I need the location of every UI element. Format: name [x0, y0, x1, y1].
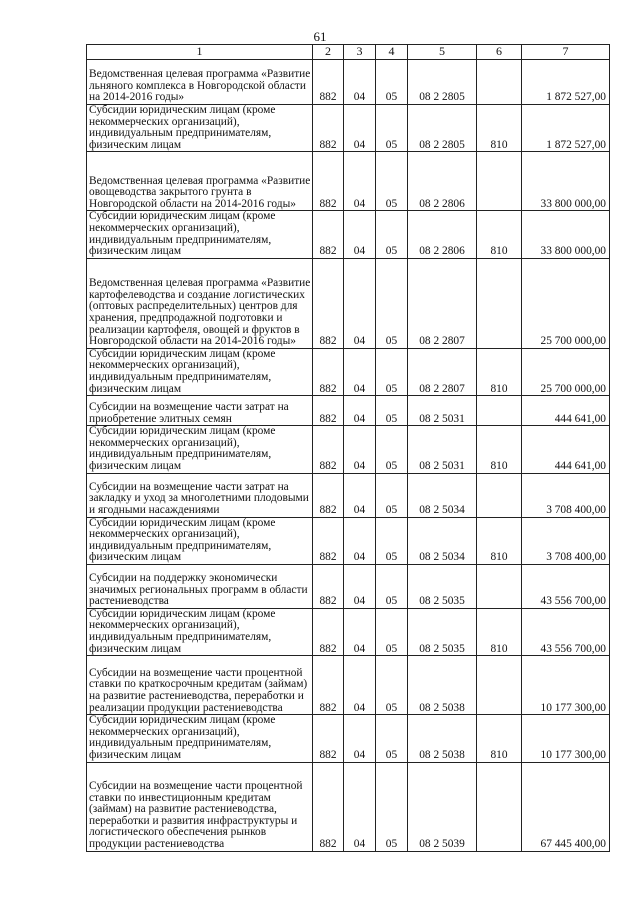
expense-type-code — [477, 152, 522, 211]
section-code: 04 — [344, 564, 376, 608]
expense-type-code — [477, 656, 522, 715]
ministry-code: 882 — [313, 60, 344, 105]
target-article-code: 08 2 5035 — [408, 608, 477, 655]
subsection-code: 05 — [376, 348, 408, 395]
ministry-code: 882 — [313, 715, 344, 762]
row-description: Субсидии юридическим лицам (кроме некоммерческих организаций), индивидуальным предпринимателям, физическим лицам — [87, 715, 313, 762]
subsection-code: 05 — [376, 152, 408, 211]
expense-type-code — [477, 258, 522, 348]
ministry-code: 882 — [313, 762, 344, 851]
subsection-code: 05 — [376, 762, 408, 851]
row-description: Субсидии на возмещение части процентной ставки по инвестиционным кредитам (займам) на развитие растениеводства, переработки и развития инфраструктуры и логистического обеспечения рынков продукции растениеводства — [87, 762, 313, 851]
subsection-code: 05 — [376, 473, 408, 517]
expense-type-code: 810 — [477, 211, 522, 258]
section-code: 04 — [344, 608, 376, 655]
expense-type-code: 810 — [477, 426, 522, 473]
expense-type-code: 810 — [477, 608, 522, 655]
row-description: Субсидии юридическим лицам (кроме некоммерческих организаций), индивидуальным предпринимателям, физическим лицам — [87, 608, 313, 655]
amount: 43 556 700,00 — [522, 564, 610, 608]
subsection-code: 05 — [376, 426, 408, 473]
amount: 444 641,00 — [522, 396, 610, 426]
column-header: 6 — [477, 45, 522, 60]
subsection-code: 05 — [376, 396, 408, 426]
target-article-code: 08 2 5039 — [408, 762, 477, 851]
expense-type-code: 810 — [477, 715, 522, 762]
section-code: 04 — [344, 715, 376, 762]
expense-type-code — [477, 564, 522, 608]
section-code: 04 — [344, 258, 376, 348]
amount: 1 872 527,00 — [522, 60, 610, 105]
row-description: Субсидии юридическим лицам (кроме некоммерческих организаций), индивидуальным предпринимателям, физическим лицам — [87, 348, 313, 395]
ministry-code: 882 — [313, 211, 344, 258]
target-article-code: 08 2 5038 — [408, 715, 477, 762]
amount: 3 708 400,00 — [522, 517, 610, 564]
section-code: 04 — [344, 426, 376, 473]
row-description: Субсидии юридическим лицам (кроме некоммерческих организаций), индивидуальным предпринимателям, физическим лицам — [87, 517, 313, 564]
amount: 33 800 000,00 — [522, 211, 610, 258]
column-header: 4 — [376, 45, 408, 60]
target-article-code: 08 2 5038 — [408, 656, 477, 715]
amount: 43 556 700,00 — [522, 608, 610, 655]
target-article-code: 08 2 5031 — [408, 396, 477, 426]
row-description: Субсидии на возмещение части затрат на приобретение элитных семян — [87, 396, 313, 426]
subsection-code: 05 — [376, 564, 408, 608]
amount: 33 800 000,00 — [522, 152, 610, 211]
row-description: Субсидии на возмещение части затрат на закладку и уход за многолетними плодовыми и ягодными насаждениями — [87, 473, 313, 517]
table-row — [87, 60, 610, 105]
expense-type-code — [477, 473, 522, 517]
ministry-code: 882 — [313, 258, 344, 348]
expense-type-code — [477, 60, 522, 105]
subsection-code: 05 — [376, 258, 408, 348]
section-code: 04 — [344, 105, 376, 152]
table-row — [87, 211, 610, 258]
page-number: 61 — [313, 29, 327, 44]
table-row — [87, 608, 610, 655]
table-row — [87, 152, 610, 211]
row-description: Субсидии юридическим лицам (кроме некоммерческих организаций), индивидуальным предпринимателям, физическим лицам — [87, 211, 313, 258]
target-article-code: 08 2 2806 — [408, 211, 477, 258]
expense-type-code: 810 — [477, 517, 522, 564]
ministry-code: 882 — [313, 473, 344, 517]
expense-type-code: 810 — [477, 105, 522, 152]
subsection-code: 05 — [376, 517, 408, 564]
table-row — [87, 396, 610, 426]
amount: 3 708 400,00 — [522, 473, 610, 517]
ministry-code: 882 — [313, 105, 344, 152]
table-row — [87, 105, 610, 152]
subsection-code: 05 — [376, 105, 408, 152]
row-description: Субсидии на поддержку экономически значимых региональных программ в области растениеводства — [87, 564, 313, 608]
budget-table — [86, 44, 610, 852]
table-row — [87, 715, 610, 762]
table-row — [87, 348, 610, 395]
amount: 1 872 527,00 — [522, 105, 610, 152]
subsection-code: 05 — [376, 715, 408, 762]
target-article-code: 08 2 2807 — [408, 258, 477, 348]
column-header: 5 — [408, 45, 477, 60]
row-description: Субсидии юридическим лицам (кроме некоммерческих организаций), индивидуальным предпринимателям, физическим лицам — [87, 426, 313, 473]
subsection-code: 05 — [376, 60, 408, 105]
amount: 10 177 300,00 — [522, 715, 610, 762]
table-row — [87, 426, 610, 473]
subsection-code: 05 — [376, 608, 408, 655]
expense-type-code — [477, 762, 522, 851]
section-code: 04 — [344, 517, 376, 564]
subsection-code: 05 — [376, 656, 408, 715]
amount: 25 700 000,00 — [522, 348, 610, 395]
amount: 10 177 300,00 — [522, 656, 610, 715]
target-article-code: 08 2 2807 — [408, 348, 477, 395]
table-row — [87, 473, 610, 517]
ministry-code: 882 — [313, 396, 344, 426]
amount: 25 700 000,00 — [522, 258, 610, 348]
expense-type-code: 810 — [477, 348, 522, 395]
column-header: 7 — [522, 45, 610, 60]
section-code: 04 — [344, 60, 376, 105]
ministry-code: 882 — [313, 656, 344, 715]
ministry-code: 882 — [313, 152, 344, 211]
section-code: 04 — [344, 348, 376, 395]
table-row — [87, 517, 610, 564]
target-article-code: 08 2 5035 — [408, 564, 477, 608]
ministry-code: 882 — [313, 564, 344, 608]
table-row — [87, 258, 610, 348]
column-header: 2 — [313, 45, 344, 60]
column-header: 3 — [344, 45, 376, 60]
row-description: Субсидии на возмещение части процентной ставки по краткосрочным кредитам (займам) на развитие растениеводства, переработки и реализации продукции растениеводства — [87, 656, 313, 715]
section-code: 04 — [344, 656, 376, 715]
amount: 444 641,00 — [522, 426, 610, 473]
expense-type-code — [477, 396, 522, 426]
section-code: 04 — [344, 152, 376, 211]
row-description: Ведомственная целевая программа «Развитие льняного комплекса в Новгородской области на 2014-2016 годы» — [87, 60, 313, 105]
section-code: 04 — [344, 473, 376, 517]
amount: 67 445 400,00 — [522, 762, 610, 851]
ministry-code: 882 — [313, 608, 344, 655]
target-article-code: 08 2 2806 — [408, 152, 477, 211]
subsection-code: 05 — [376, 211, 408, 258]
section-code: 04 — [344, 396, 376, 426]
table-row — [87, 564, 610, 608]
ministry-code: 882 — [313, 426, 344, 473]
row-description: Ведомственная целевая программа «Развитие картофелеводства и создание логистических (оптовых распределительных) центров для хранения, предпродажной подготовки и реализации картофеля, овощей и фруктов в Новгородской области на 2014-2016 годы» — [87, 258, 313, 348]
ministry-code: 882 — [313, 348, 344, 395]
target-article-code: 08 2 2805 — [408, 105, 477, 152]
target-article-code: 08 2 5034 — [408, 473, 477, 517]
table-row — [87, 656, 610, 715]
table-row — [87, 762, 610, 851]
ministry-code: 882 — [313, 517, 344, 564]
section-code: 04 — [344, 762, 376, 851]
row-description: Субсидии юридическим лицам (кроме некоммерческих организаций), индивидуальным предпринимателям, физическим лицам — [87, 105, 313, 152]
column-header: 1 — [87, 45, 313, 60]
target-article-code: 08 2 5034 — [408, 517, 477, 564]
target-article-code: 08 2 2805 — [408, 60, 477, 105]
section-code: 04 — [344, 211, 376, 258]
target-article-code: 08 2 5031 — [408, 426, 477, 473]
column-number-row — [87, 45, 610, 60]
row-description: Ведомственная целевая программа «Развитие овощеводства закрытого грунта в Новгородской области на 2014-2016 годы» — [87, 152, 313, 211]
